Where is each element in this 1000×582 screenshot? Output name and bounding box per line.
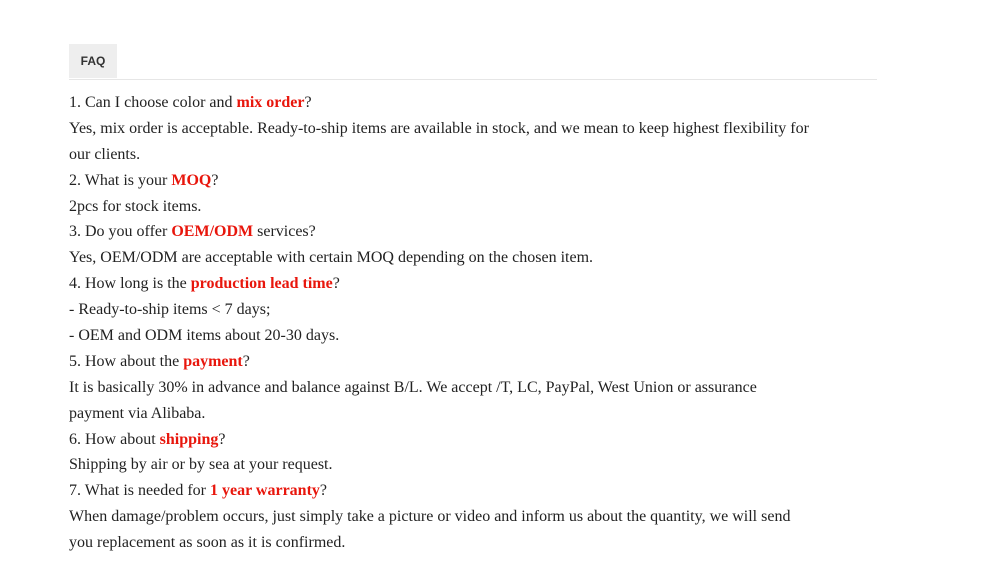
faq-answer-line: Shipping by air or by sea at your request. <box>69 456 333 474</box>
faq-item <box>69 427 884 479</box>
faq-answer-line: our clients. <box>69 145 141 163</box>
question-highlight: mix order <box>236 94 305 111</box>
question-highlight: payment <box>183 352 243 370</box>
faq-item <box>69 478 884 556</box>
question-highlight: MOQ <box>171 171 212 189</box>
faq-answer-line: When damage/problem occurs, just simply take a picture or video and inform us about the quantity, we will send <box>69 508 791 526</box>
faq-question: 1. Can I choose color and mix order? <box>69 94 312 111</box>
tab-faq[interactable]: FAQ <box>69 44 117 78</box>
faq-question: 2. What is your MOQ? <box>69 171 219 189</box>
faq-tab-bar <box>69 44 877 80</box>
faq-answer-line: you replacement as soon as it is confirmed. <box>69 534 346 552</box>
faq-item <box>69 90 884 168</box>
faq-question: 5. How about the payment? <box>69 352 250 370</box>
faq-answer-line: payment via Alibaba. <box>69 404 206 422</box>
faq-answer-line: Yes, mix order is acceptable. Ready-to-ship items are available in stock, and we mean to keep highest flexibility for <box>69 119 809 137</box>
faq-item <box>69 271 884 349</box>
faq-answer-line: Yes, OEM/ODM are acceptable with certain MOQ depending on the chosen item. <box>69 249 594 267</box>
question-highlight: OEM/ODM <box>171 223 254 241</box>
question-highlight: shipping <box>159 430 219 448</box>
faq-question: 4. How long is the production lead time? <box>69 275 340 293</box>
question-highlight: production lead time <box>190 275 333 293</box>
faq-answer-line: 2pcs for stock items. <box>69 197 202 215</box>
faq-item <box>69 168 884 220</box>
faq-question: 7. What is needed for 1 year warranty? <box>69 482 328 500</box>
faq-answer-line: - Ready-to-ship items < 7 days; <box>69 301 271 319</box>
question-highlight: 1 year warranty <box>210 482 320 500</box>
faq-answer-line: - OEM and ODM items about 20-30 days. <box>69 327 340 345</box>
faq-question: 3. Do you offer OEM/ODM services? <box>69 223 316 241</box>
faq-item <box>69 219 884 271</box>
faq-item <box>69 349 884 427</box>
faq-content <box>69 90 884 556</box>
faq-answer-line: It is basically 30% in advance and balance against B/L. We accept /T, LC, PayPal, West Union or assurance <box>69 378 757 396</box>
faq-question: 6. How about shipping? <box>69 430 226 448</box>
